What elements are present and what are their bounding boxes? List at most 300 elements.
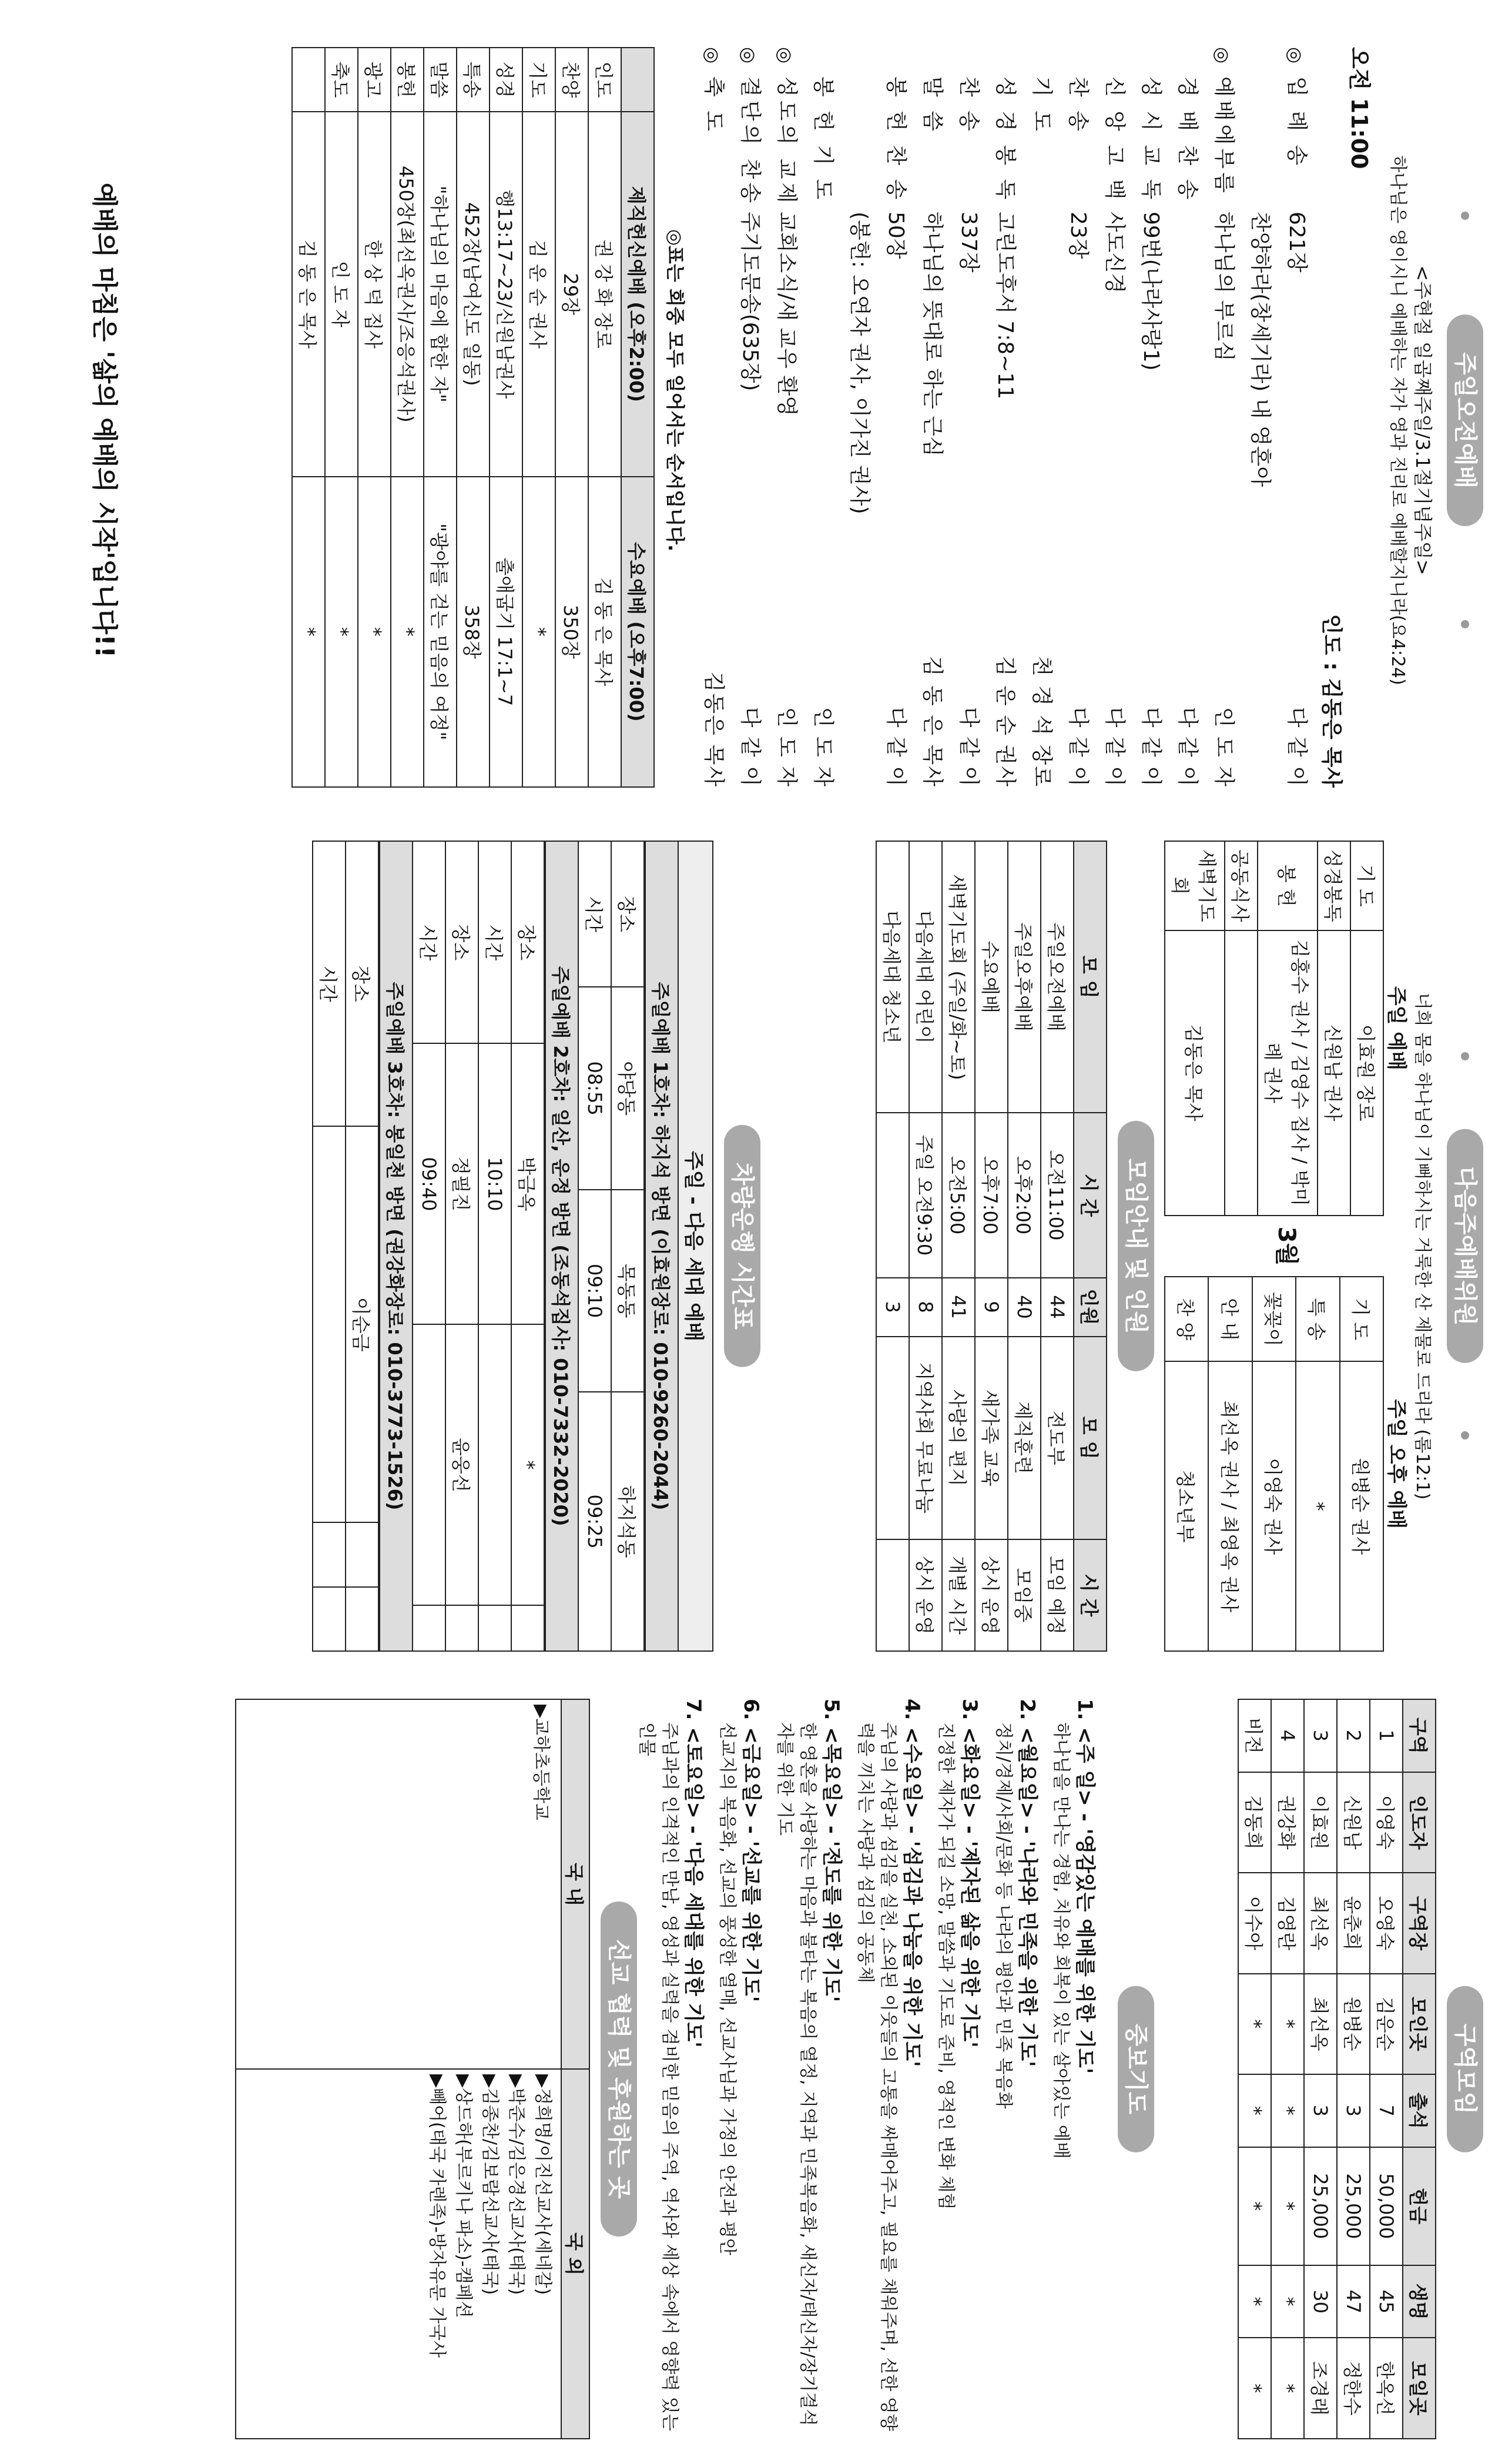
mission-foreign-item: ▶상드하(부르키나 파소)-캠페션 (453, 2074, 474, 2318)
table-row (292, 48, 325, 787)
order-item (772, 47, 809, 788)
table-cell (313, 1587, 346, 1652)
table-cell: * (292, 477, 325, 787)
mission-foreign-item: ▶김종찬/김보람선교사(태국) (480, 2074, 500, 2295)
table-row (1252, 1277, 1296, 1651)
table-cell: 원병순 (1337, 1974, 1370, 2074)
table-row (1041, 841, 1074, 1651)
table-row (1165, 1277, 1208, 1651)
table-cell: 정필진 (445, 1043, 478, 1324)
table-cell: 비전 (1238, 1699, 1271, 1772)
service-subtitle: <주현절 일곱째주일/3.1절기념주일> (1412, 265, 1434, 575)
order-label: 예배에부름 (1211, 76, 1236, 196)
table-header-row (1074, 841, 1107, 1651)
table-cell (413, 1324, 445, 1605)
table-cell: 성경봉독 (1318, 841, 1350, 930)
table-cell: 이순금 (346, 1126, 378, 1522)
table-cell: 장소 (445, 841, 478, 1043)
table-cell: 제직훈련 (1008, 1337, 1041, 1539)
table-row (611, 841, 644, 1651)
table-row (391, 48, 424, 787)
order-mark: ◎ (737, 47, 760, 63)
table-cell (478, 1605, 511, 1651)
closing-message: 예배의 마침은 '삶의 예배의 시작'입니다!! (89, 182, 119, 658)
table-row (1208, 1277, 1252, 1651)
table-cell: 김 동 은 목사 (292, 112, 325, 477)
order-item (991, 47, 1027, 788)
mission-foreign-list (419, 2070, 561, 2438)
order-detail: 50장 (883, 212, 908, 259)
table-header-cell (621, 48, 654, 112)
table-cell: 행13:17~23/신원남권사 (490, 112, 522, 477)
table-cell (1225, 930, 1258, 1216)
order-item (736, 47, 772, 788)
mission-foreign-item: ▶정희명/이진선교사(세네갈) (532, 2074, 553, 2295)
table-header-cell: 인원 (1074, 1278, 1107, 1337)
order-person: 다 같 이 (1175, 707, 1199, 788)
table-row (445, 841, 478, 1651)
mission-title: 선교 협력 및 후원하는 곳 (601, 1901, 637, 2237)
prayer-item-title: 3. <화요일> - '제자된 삶을 위한 기도' (958, 1699, 981, 2048)
order-detail: 찬양하라(창세기라) 내 영혼아 (1248, 212, 1272, 487)
mission-domestic-header: 국 내 (561, 1700, 589, 2068)
service-verse: 하나님은 영이시니 예배하는 자가 영과 진리로 예배할지니라(요4:24) (1387, 155, 1408, 685)
table-cell (413, 1605, 445, 1651)
table-cell: 윤춘희 (1337, 1873, 1370, 1973)
table-cell: 이효원 (1304, 1772, 1337, 1873)
table-cell: 오전5:00 (942, 1113, 975, 1277)
order-item (1027, 47, 1064, 788)
order-label: 성도의 교제 (774, 76, 799, 207)
table-cell: * (522, 477, 555, 787)
order-item (1282, 47, 1319, 788)
order-item (954, 47, 991, 788)
order-detail: 23장 (1065, 212, 1090, 259)
table-row (413, 841, 445, 1651)
table-cell: 29장 (555, 112, 588, 477)
table-cell: 주일 오전9:30 (909, 1113, 942, 1277)
order-label: 경 배 찬 송 (1175, 76, 1199, 203)
table-cell: 오후7:00 (975, 1113, 1008, 1277)
table-cell: 목동동 (611, 1190, 644, 1392)
table-cell: * (1271, 2074, 1304, 2147)
table-cell: 전도부 (1041, 1337, 1074, 1539)
bus-route-title: 주일예배 1호차: 하지석 방면 (이효원장로: 010-9260-2044) (645, 841, 678, 1652)
order-item (1173, 47, 1209, 788)
table-cell: 3 (1304, 1699, 1337, 1772)
group-table (1238, 1699, 1436, 2439)
order-label: 결단의 찬송 (738, 76, 762, 207)
table-cell: 3 (876, 1278, 909, 1337)
table-cell: 450장(최선옥권사/조응석권사) (391, 112, 424, 477)
table-cell: 김홍수 권사 / 김영수 집사 / 박미례 권사 (1258, 930, 1318, 1216)
table-row (1350, 841, 1383, 1216)
table-header-cell: 모 임 (1074, 1337, 1107, 1539)
table-row (522, 48, 555, 787)
table-cell: * (1271, 2338, 1304, 2439)
table-cell: 25,000 (1337, 2147, 1370, 2265)
table-header-cell: 구역장 (1403, 1873, 1436, 1973)
order-item (1137, 47, 1173, 788)
order-label: 말 씀 (920, 76, 944, 135)
order-person: 다 같 이 (1138, 707, 1163, 788)
table-cell: 신원남 권사 (1318, 930, 1350, 1216)
table-cell: 시간 (578, 841, 611, 987)
order-person: 인 도 자 (1211, 707, 1236, 788)
table-cell (876, 1539, 909, 1651)
table-cell: 09:25 (578, 1392, 611, 1651)
table-cell: 47 (1337, 2265, 1370, 2338)
table-cell: 안 내 (1208, 1277, 1252, 1361)
table-row (1225, 841, 1258, 1216)
order-person: 다 같 이 (1284, 707, 1309, 788)
table-cell: 2 (1337, 1699, 1370, 1772)
table-header-row (1403, 1699, 1436, 2439)
table-cell: 김동은 목사 (1165, 930, 1225, 1216)
sunday-service-panel (14, 35, 1483, 805)
table-cell: 다음세대 청소년 (876, 841, 909, 1113)
table-cell: 야당동 (611, 987, 644, 1190)
table-cell: 장소 (511, 841, 544, 1043)
table-cell: 시간 (313, 841, 346, 1126)
table-cell: * (1271, 2147, 1304, 2265)
table-cell: "광야를 걷는 믿음의 여정" (424, 477, 457, 787)
bus-route-title: 주일예배 3호차: 봉일천 방면 (권강화장로: 010-3773-1526) (379, 841, 412, 1652)
table-header-cell: 인도자 (1403, 1772, 1436, 1873)
order-detail: 621장 (1284, 212, 1309, 273)
table-cell: 기 도 (1340, 1277, 1383, 1361)
mission-foreign-item: ▶박준수/김은경선교사(태국) (506, 2074, 527, 2295)
table-cell: 개별 시간 (942, 1539, 975, 1651)
table-header-row (621, 48, 654, 787)
table-cell: 주일오후예배 (1008, 841, 1041, 1113)
table-row (909, 841, 942, 1651)
prayer-list (635, 1699, 1107, 2439)
order-detail: 하나님의 뜻대로 하는 근심 (920, 212, 944, 457)
order-mark: ◎ (1211, 47, 1233, 63)
table-cell: 장소 (346, 841, 378, 1126)
table-cell: 이영숙 권사 (1252, 1361, 1296, 1651)
table-cell: * (391, 477, 424, 787)
order-person: 김동은 목사 (701, 671, 726, 788)
order-item (881, 47, 918, 788)
order-of-worship (699, 47, 1319, 788)
table-cell: 오영숙 (1370, 1873, 1403, 1973)
table-header-cell: 시 간 (1074, 1113, 1107, 1277)
table-row (588, 48, 621, 787)
table-row (1296, 1277, 1339, 1651)
table-cell: 권강화 (1271, 1772, 1304, 1873)
bus-route-table (578, 841, 645, 1652)
order-mark: ◎ (773, 47, 796, 63)
table-cell: 시간 (478, 841, 511, 1043)
order-person: 김 운 순 권사 (993, 655, 1017, 788)
table-cell: * (1238, 1974, 1271, 2074)
table-cell: 사랑의 편지 (942, 1337, 975, 1539)
table-cell: * (325, 477, 358, 787)
bus-title: 차량운행 시간표 (724, 1125, 760, 1367)
table-cell (313, 1522, 346, 1586)
mission-foreign-header: 국 외 (561, 2070, 589, 2438)
table-cell: 1 (1370, 1699, 1403, 1772)
table-row (975, 841, 1008, 1651)
table-row (457, 48, 490, 787)
table-cell: 특 송 (1296, 1277, 1339, 1361)
order-label: 봉 헌 찬 송 (883, 76, 908, 203)
order-person: 다 같 이 (956, 707, 981, 788)
table-cell: 41 (942, 1278, 975, 1337)
duty-panel (14, 829, 1483, 1663)
table-row (1337, 1699, 1370, 2439)
table-row (1165, 841, 1225, 1216)
table-row (1238, 1699, 1271, 2439)
order-label: 성 경 봉 독 (993, 76, 1017, 203)
table-cell: 8 (909, 1278, 942, 1337)
order-mark: ◎ (700, 47, 723, 63)
table-cell: 9 (975, 1278, 1008, 1337)
table-cell: 최선옥 (1304, 1873, 1337, 1973)
table-row (1340, 1277, 1383, 1651)
order-person: 다 같 이 (1102, 707, 1127, 788)
table-cell: 45 (1370, 2265, 1403, 2338)
table-header-cell: 시 간 (1074, 1539, 1107, 1651)
prayer-item-title: 7. <토요일> - '다음 세대를 위한 기도' (682, 1699, 705, 2048)
mission-box (235, 1699, 590, 2439)
table-row (325, 48, 358, 787)
table-cell: 50,000 (1370, 2147, 1403, 2265)
order-label: 성 시 교 독 (1138, 76, 1163, 203)
table-cell: 인 도 자 (325, 112, 358, 477)
order-item (699, 47, 736, 788)
table-cell: 봉 헌 (1258, 841, 1318, 930)
table-cell: 358장 (457, 477, 490, 787)
table-cell: 3 (1337, 2074, 1370, 2147)
table-row (1304, 1699, 1337, 2439)
table-cell (511, 1605, 544, 1651)
prayer-item-body: 진정한 제자가 되길 소망, 말씀과 기도로 준비, 영적인 변화 체험 (936, 1722, 956, 2210)
order-person: 천 경 석 장로 (1029, 655, 1054, 788)
table-cell: 상시 운영 (909, 1539, 942, 1651)
table-cell: 박금옥 (511, 1043, 544, 1324)
order-detail: (봉헌: 오연자 권사, 이가진 권사) (847, 212, 871, 514)
table-cell: 장소 (611, 841, 644, 987)
table-cell: 기도 (522, 48, 555, 112)
table-cell (876, 1337, 909, 1539)
order-detail: 고린도후서 7:8~11 (993, 212, 1017, 400)
table-cell: 새벽기도회 (1165, 841, 1225, 930)
table-cell: 모임 예정 (1041, 1539, 1074, 1651)
table-cell: * (1271, 1974, 1304, 2074)
table-row (1258, 841, 1318, 1216)
order-person: 김 동 은 목사 (920, 655, 944, 788)
table-cell: 특송 (457, 48, 490, 112)
prayer-item-body: 정치/경제/사회/문화 등 나라의 평안과 민족 복음화 (993, 1722, 1014, 2109)
mission-foreign-item: ▶빼어(태국 카렌족)-방자유문 가국사 (427, 2074, 447, 2358)
table-cell: 30 (1304, 2265, 1337, 2338)
table-cell: 김운순 (1370, 1974, 1403, 2074)
duty-month: 3월 (1273, 1226, 1300, 1266)
order-detail: 337장 (956, 212, 981, 273)
service-schedule-table (291, 47, 655, 788)
table-row (1271, 1699, 1304, 2439)
table-cell: 09:10 (578, 1190, 611, 1392)
order-person: 다 같 이 (738, 707, 762, 788)
table-cell: 새벽기도회 (주일/화~토) (942, 841, 975, 1113)
table-header-cell: 모 임 (1074, 841, 1107, 1113)
order-label: 축 도 (701, 76, 726, 135)
table-cell: 청소년부 (1165, 1361, 1208, 1651)
table-cell: 권 강 화 장로 (588, 112, 621, 477)
service-time: 오전 11:00 (1346, 47, 1372, 169)
service-title: 주일오전예배 (1447, 314, 1483, 526)
table-cell: 4 (1271, 1699, 1304, 1772)
table-header-cell: 생명 (1403, 2265, 1436, 2338)
table-cell: 오후2:00 (1008, 1113, 1041, 1277)
order-item (1209, 47, 1246, 788)
prayer-item-title: 1. <주 일> - '영감있는 예배를 위한 기도' (1073, 1699, 1097, 2074)
table-cell: "하나님의 마음에 합한 자" (424, 112, 457, 477)
table-cell: 찬양 (555, 48, 588, 112)
service-leader: 인도 : 김동은 목사 (1319, 614, 1343, 788)
table-cell (292, 48, 325, 112)
table-cell: * (1238, 2338, 1271, 2439)
table-header-cell: 제직헌신예배 (오후2:00) (621, 112, 654, 477)
prayer-item-body: 주님의 사랑과 섬김을 실천, 소외된 이웃들의 고통을 싸매어주고, 필요를 채워주며, 선한 영향력을 끼치는 사랑과 섬김의 공동체 (855, 1722, 899, 2431)
table-row (424, 48, 457, 787)
order-item (1064, 47, 1100, 788)
table-cell (346, 1522, 378, 1586)
order-item (809, 47, 845, 788)
mission-domestic-item: ▶교하초등학교 (531, 1705, 551, 1820)
prayer-item-title: 2. <월요일> - '나라와 민족을 위한 기도' (1015, 1699, 1039, 2067)
table-cell: 이영숙 (1370, 1772, 1403, 1873)
group-prayer-panel (14, 1687, 1483, 2451)
order-label: 찬 송 (956, 76, 981, 135)
table-cell: 신원남 (1337, 1772, 1370, 1873)
table-cell (478, 1324, 511, 1605)
table-cell: 출애굽기 17:1~7 (490, 477, 522, 787)
order-detail: 하나님의 부르심 (1211, 212, 1236, 361)
order-person: 인 도 자 (774, 707, 799, 788)
table-cell: 찬 양 (1165, 1277, 1208, 1361)
table-header-cell: 헌금 (1403, 2147, 1436, 2265)
table-row (876, 841, 909, 1651)
table-row (478, 841, 511, 1651)
prayer-item-title: 5. <목요일> - '전도를 위한 기도' (820, 1699, 843, 2003)
table-cell: 말씀 (424, 48, 457, 112)
bus-route-title: 주일예배 2호차: 일산, 운정 방면 (조동석집사: 010-7332-2020) (545, 841, 578, 1652)
table-cell: 김동희 (1238, 1772, 1271, 1873)
order-item (1246, 47, 1282, 788)
duty-verse: 너희 몸을 하나님이 기뻐하시는 거룩한 산 제물로 드리라 (롬12:1) (1412, 992, 1433, 1500)
table-cell (313, 1126, 346, 1522)
prayer-item-body: 주님과의 인격적인 만남, 영성과 실력을 겸비한 믿음의 주역, 역사와 세상 속에서 영향력 있는 인물 (636, 1722, 680, 2431)
bus-header: 주일 - 다음 세대 예배 (678, 841, 713, 1652)
table-cell: 정한수 (1337, 2338, 1370, 2439)
table-cell: 기 도 (1350, 841, 1383, 930)
table-cell: 원병순 권사 (1340, 1361, 1383, 1651)
table-cell (445, 1605, 478, 1651)
table-cell (346, 1587, 378, 1652)
order-label: 기 도 (1029, 76, 1054, 135)
table-cell: 꽃꽂이 (1252, 1277, 1296, 1361)
table-cell: * (1296, 1361, 1339, 1651)
prayer-item-body: 하나님을 만나는 경험, 치유와 회복이 있는 살아있는 예배 (1051, 1722, 1071, 2159)
table-cell: 이수아 (1238, 1873, 1271, 1973)
table-cell: 452장(남여신도 일동) (457, 112, 490, 477)
table-row (511, 841, 544, 1651)
table-header-cell: 출석 (1403, 2074, 1436, 2147)
prayer-item-title: 4. <수요일> - '섬김과 나눔을 위한 기도' (900, 1699, 924, 2067)
order-item (845, 47, 881, 788)
bus-schedule (312, 841, 713, 1652)
table-cell: 조경래 (1304, 2338, 1337, 2439)
table-cell: 다음세대 어린이 (909, 841, 942, 1113)
table-row (358, 48, 391, 787)
table-cell: 40 (1008, 1278, 1041, 1337)
table-cell: 25,000 (1304, 2147, 1337, 2265)
table-cell: 한 상 덕 집사 (358, 112, 391, 477)
order-item (1100, 47, 1137, 788)
table-cell: 350장 (555, 477, 588, 787)
duty-am-table (1164, 841, 1413, 1216)
table-cell: 봉헌 (391, 48, 424, 112)
order-label: 신 앙 고 백 (1102, 76, 1127, 203)
table-cell: 광고 (358, 48, 391, 112)
table-header-cell: 모일곳 (1403, 2338, 1436, 2439)
table-cell: 김 동 은 목사 (588, 477, 621, 787)
duty-title: 다음주예배위원 (1447, 1129, 1483, 1363)
duty-tables (1164, 841, 1413, 1652)
prayer-item-body: 선교지의 복음화, 선교의 풍성한 열매, 선교사님과 가정의 안전과 평안 (717, 1722, 738, 2255)
meeting-table (876, 841, 1107, 1652)
meetings-title: 모임안내 및 인원 (1118, 1121, 1154, 1371)
table-cell: * (511, 1324, 544, 1605)
bus-route-table (312, 841, 379, 1652)
table-cell: 수요예배 (975, 841, 1008, 1113)
table-cell: 3 (1304, 2074, 1337, 2147)
table-cell: 시간 (413, 841, 445, 1043)
prayer-item-body: 한 영혼을 사랑하는 마음과 불타는 복음의 열정, 지역과 민족복음화, 새신자/태신자/장기결석자를 위한 기도 (775, 1722, 818, 2426)
table-cell: * (1238, 2265, 1271, 2338)
table-cell: 성경 (490, 48, 522, 112)
duty-pm-header: 주일 오후 예배 (1385, 1399, 1408, 1529)
bus-route-table (412, 841, 545, 1652)
table-cell: 한옥선 (1370, 2338, 1403, 2439)
table-row (1370, 1699, 1403, 2439)
table-cell: 주일오전예배 (1041, 841, 1074, 1113)
duty-pm-table (1164, 1276, 1413, 1652)
order-detail: 사도신경 (1102, 212, 1127, 294)
table-cell: * (1238, 2074, 1271, 2147)
table-cell: * (1271, 2265, 1304, 2338)
order-label: 입 례 송 (1284, 76, 1309, 169)
table-cell: 김영란 (1271, 1873, 1304, 1973)
mission-domestic-list (525, 1700, 561, 2068)
table-cell: 09:40 (413, 1043, 445, 1324)
order-person: 다 같 이 (883, 707, 908, 788)
table-cell (876, 1113, 909, 1277)
prayer-item-title: 6. <금요일> - '선교를 위한 기도' (739, 1699, 763, 2003)
order-person: 다 같 이 (1065, 707, 1090, 788)
table-cell: 모임중 (1008, 1539, 1041, 1651)
table-cell: 인도 (588, 48, 621, 112)
order-detail: 주기도문송(635장) (738, 212, 762, 391)
table-cell: * (358, 477, 391, 787)
table-cell: 상시 운영 (975, 1539, 1008, 1651)
table-cell: 김 운 순 권사 (522, 112, 555, 477)
table-cell: 새가족 교육 (975, 1337, 1008, 1539)
